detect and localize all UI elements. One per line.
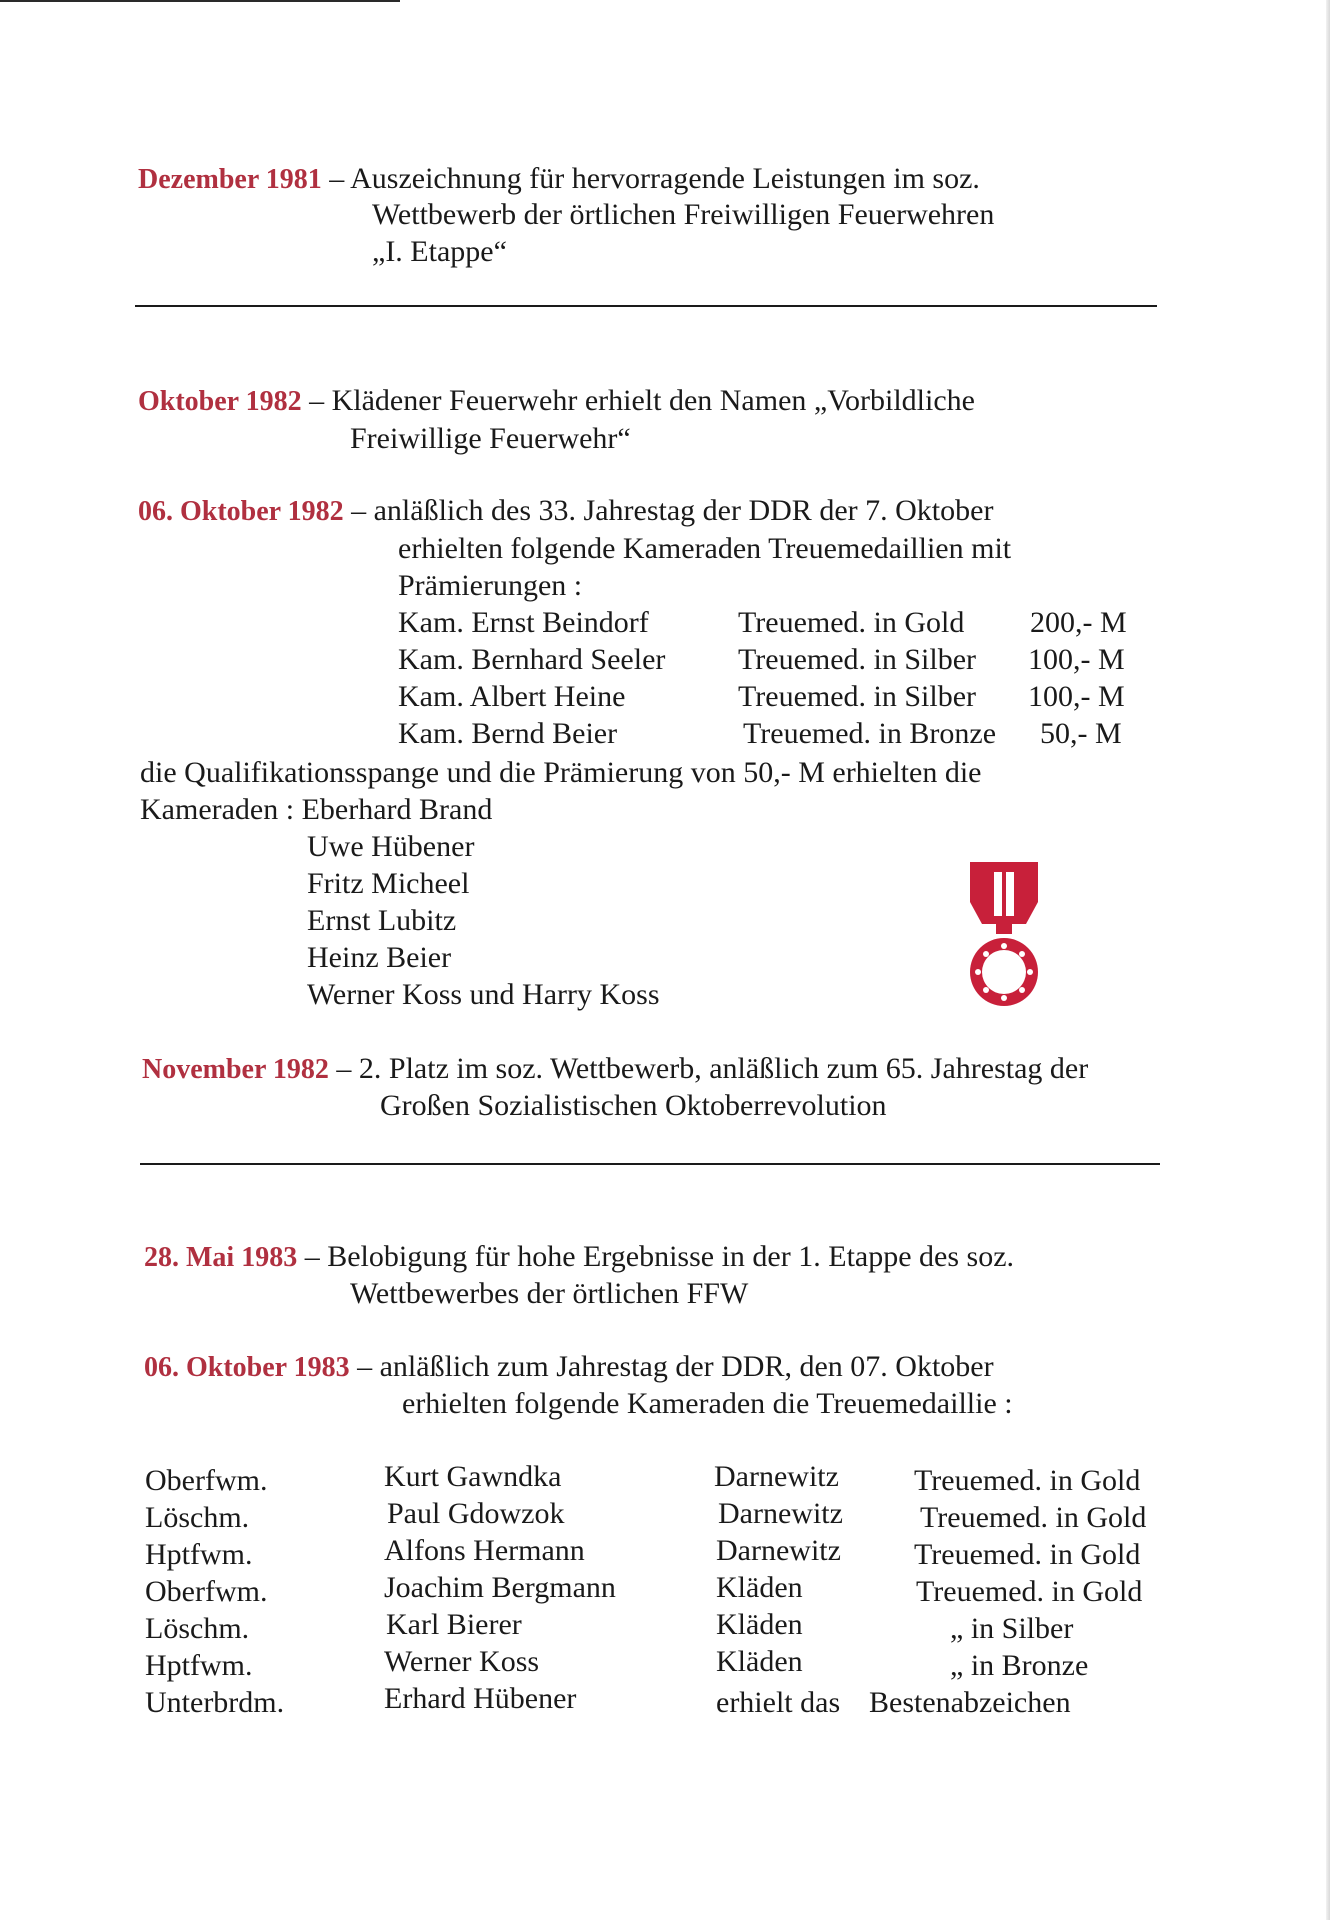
qualification-name: Fritz Micheel xyxy=(307,867,470,900)
qualification-name: Ernst Lubitz xyxy=(307,904,457,937)
table-cell-award: Treuemed. in Gold xyxy=(914,1538,1141,1571)
entry-text-line: Großen Sozialistischen Oktoberrevolution xyxy=(380,1089,887,1122)
page-edge-shadow xyxy=(0,0,400,2)
table-cell-place: Darnewitz xyxy=(714,1460,839,1493)
entry-text-line: „I. Etappe“ xyxy=(372,235,507,268)
table-cell-place: Darnewitz xyxy=(718,1497,843,1530)
entry-dash: – xyxy=(343,494,374,527)
entry-date: 06. Oktober 1982 xyxy=(138,496,344,527)
table-cell-rank: Oberfwm. xyxy=(145,1575,268,1608)
entry-text-line: anläßlich zum Jahrestag der DDR, den 07. Oktober xyxy=(379,1350,994,1383)
entry-dash: – xyxy=(297,1240,328,1273)
entry-text-line: 2. Platz im soz. Wettbewerb, anläßlich zum 65. Jahrestag der xyxy=(358,1052,1089,1085)
award-medal: Treuemed. in Bronze xyxy=(743,717,997,750)
entry-text-line: erhielten folgende Kameraden Treuemedaillien mit xyxy=(398,532,1012,565)
table-cell-name: Kurt Gawndka xyxy=(384,1460,562,1493)
award-medal: Treuemed. in Silber xyxy=(738,680,977,713)
table-cell-rank: Unterbrdm. xyxy=(145,1686,285,1719)
qualification-name: Uwe Hübener xyxy=(307,830,475,863)
table-cell-rank: Hptfwm. xyxy=(145,1538,253,1571)
entry-date: Oktober 1982 xyxy=(138,386,302,417)
table-cell-place: erhielt das xyxy=(716,1686,841,1719)
table-cell-rank: Hptfwm. xyxy=(145,1649,253,1682)
qualification-name: Heinz Beier xyxy=(307,941,452,974)
award-amount: 50,- M xyxy=(1040,717,1122,750)
table-cell-award: Treuemed. in Gold xyxy=(920,1501,1147,1534)
table-cell-place: Kläden xyxy=(716,1645,803,1678)
award-amount: 200,- M xyxy=(1030,606,1127,639)
table-cell-place: Darnewitz xyxy=(716,1534,841,1567)
entry-dash: – xyxy=(349,1350,380,1383)
award-name: Kam. Bernhard Seeler xyxy=(398,643,666,676)
entry-dash: – xyxy=(328,1052,359,1085)
award-name: Kam. Ernst Beindorf xyxy=(398,606,649,639)
entry-text-line: anläßlich des 33. Jahrestag der DDR der 7. Oktober xyxy=(373,494,994,527)
page-edge-shadow-right xyxy=(1326,0,1330,1920)
table-cell-rank: Löschm. xyxy=(145,1501,250,1534)
entry-dez-1981 xyxy=(138,160,980,198)
table-cell-place: Kläden xyxy=(716,1608,803,1641)
table-cell-award: „ in Silber xyxy=(950,1612,1074,1645)
table-cell-name: Karl Bierer xyxy=(386,1608,522,1641)
table-cell-name: Erhard Hübener xyxy=(384,1682,577,1715)
entry-text-line: Prämierungen : xyxy=(398,569,583,602)
table-cell-award: Bestenabzeichen xyxy=(869,1686,1071,1719)
award-name: Kam. Albert Heine xyxy=(398,680,626,713)
qualification-name: Werner Koss und Harry Koss xyxy=(307,978,660,1011)
award-medal: Treuemed. in Silber xyxy=(738,643,977,676)
entry-text-line: Belobigung für hohe Ergebnisse in der 1. Etappe des soz. xyxy=(327,1240,1015,1273)
entry-06-okt-1983 xyxy=(144,1348,994,1386)
entry-date: 28. Mai 1983 xyxy=(144,1242,298,1273)
entry-mai-1983 xyxy=(144,1238,1014,1276)
entry-date: 06. Oktober 1983 xyxy=(144,1352,350,1383)
entry-date: November 1982 xyxy=(142,1054,329,1085)
section-divider xyxy=(140,1163,1160,1165)
medal-icon xyxy=(968,862,1040,1022)
table-cell-place: Kläden xyxy=(716,1571,803,1604)
table-cell-rank: Löschm. xyxy=(145,1612,250,1645)
section-divider xyxy=(135,305,1157,307)
table-cell-name: Joachim Bergmann xyxy=(384,1571,616,1604)
award-name: Kam. Bernd Beier xyxy=(398,717,618,750)
entry-date: Dezember 1981 xyxy=(138,164,322,195)
entry-dash: – xyxy=(321,162,351,195)
award-amount: 100,- M xyxy=(1028,643,1125,676)
entry-text-line: Wettbewerbes der örtlichen FFW xyxy=(350,1277,749,1310)
entry-dash: – xyxy=(301,384,332,417)
entry-text-line: erhielten folgende Kameraden die Treuemedaillie : xyxy=(402,1387,1013,1420)
qualification-text: die Qualifikationsspange und die Prämierung von 50,- M erhielten die xyxy=(140,756,982,789)
entry-okt-1982 xyxy=(138,382,975,420)
table-cell-name: Alfons Hermann xyxy=(384,1534,585,1567)
table-cell-award: Treuemed. in Gold xyxy=(916,1575,1143,1608)
award-amount: 100,- M xyxy=(1028,680,1125,713)
table-cell-name: Werner Koss xyxy=(384,1645,540,1678)
entry-text-line: Freiwillige Feuerwehr“ xyxy=(350,422,631,455)
entry-text-line: Klädener Feuerwehr erhielt den Namen „Vorbildliche xyxy=(331,384,975,417)
award-medal: Treuemed. in Gold xyxy=(738,606,965,639)
table-cell-rank: Oberfwm. xyxy=(145,1464,268,1497)
entry-text-line: Auszeichnung für hervorragende Leistungen im soz. xyxy=(350,162,980,195)
table-cell-name: Paul Gdowzok xyxy=(387,1497,565,1530)
table-cell-award: „ in Bronze xyxy=(950,1649,1089,1682)
entry-06-okt-1982 xyxy=(138,492,993,530)
qualification-label: Kameraden : Eberhard Brand xyxy=(140,793,493,826)
entry-text-line: Wettbewerb der örtlichen Freiwilligen Feuerwehren xyxy=(372,198,995,231)
table-cell-award: Treuemed. in Gold xyxy=(914,1464,1141,1497)
entry-nov-1982 xyxy=(142,1050,1088,1088)
